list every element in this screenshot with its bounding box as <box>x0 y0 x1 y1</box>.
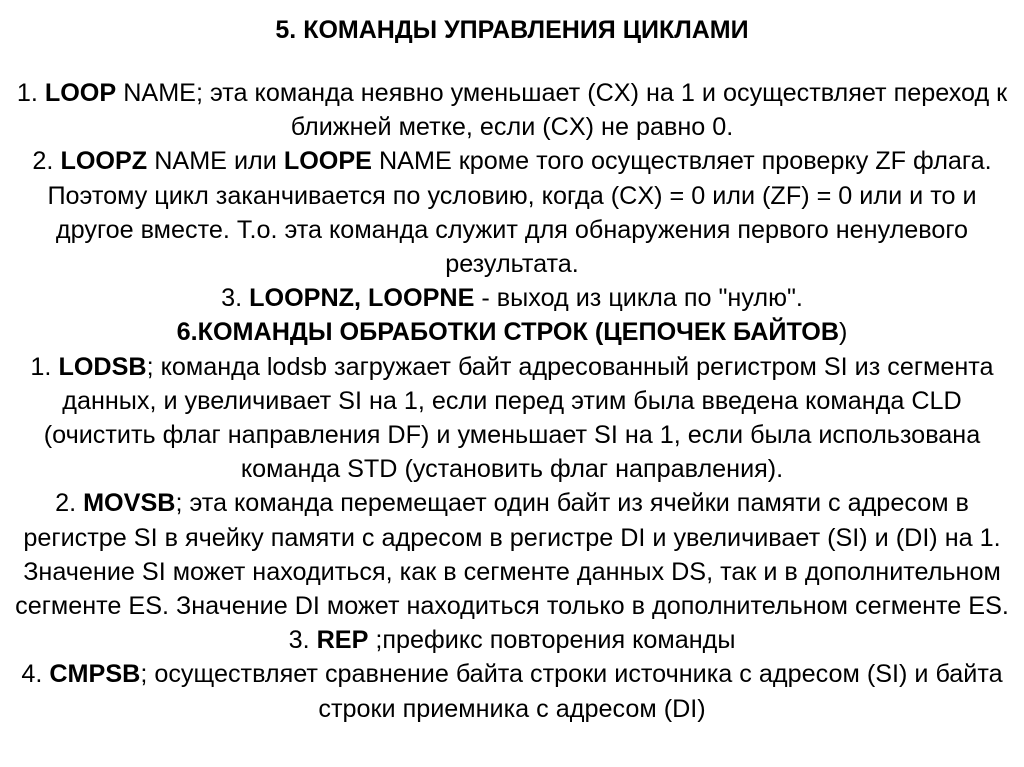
lodsb-description: ; команда lodsb загружает байт адресованный регистром SI из сегмента данных, и увеличивает SI на 1, если перед этим была введена команда CLD (очистить флаг направления DF) и уменьшает SI на 1, если была использована команда STD (установить флаг направления). <box>43 352 994 484</box>
lodsb-keyword: LODSB <box>58 352 147 381</box>
section-6-title: 6.КОМАНДЫ ОБРАБОТКИ СТРОК (ЦЕПОЧЕК БАЙТОВ <box>176 318 840 347</box>
loop-number: 1. <box>16 79 45 107</box>
lodsb-number: 1. <box>30 352 59 381</box>
loopz-number: 2. <box>32 147 61 176</box>
loopnz-number: 3. <box>221 284 250 313</box>
slide-body <box>14 76 1010 726</box>
cmpsb-number: 4. <box>21 660 50 689</box>
rep-number: 3. <box>288 626 317 655</box>
rep-keyword: REP <box>316 626 369 655</box>
rep-description: ;префикс повторения команды <box>368 626 736 655</box>
cmpsb-keyword: CMPSB <box>49 660 141 689</box>
movsb-paragraph <box>14 486 1010 623</box>
cmpsb-description: ; осуществляет сравнение байта строки источника с адресом (SI) и байта строки приемника с адресом (DI) <box>140 660 1003 723</box>
section-6-heading <box>14 315 1010 349</box>
lodsb-paragraph <box>14 350 1010 487</box>
loope-keyword: LOOPE <box>283 147 372 176</box>
loopz-paragraph <box>14 144 1010 281</box>
movsb-description: ; эта команда перемещает один байт из ячейки памяти с адресом в регистре SI в ячейку памяти с адресом в регистре DI и увеличивает (SI) и (DI) на 1. Значение SI может находиться, как в сегменте данных DS, так и в дополнительном сегменте ES. Значение DI может находиться только в дополнительном сегменте ES. <box>15 489 1009 621</box>
section-6-paren: ) <box>839 318 848 347</box>
movsb-keyword: MOVSB <box>83 489 176 518</box>
rep-paragraph <box>14 623 1010 657</box>
loop-paragraph <box>14 76 1010 144</box>
slide-title: 5. КОМАНДЫ УПРАВЛЕНИЯ ЦИКЛАМИ <box>275 16 749 44</box>
loop-description: NAME; эта команда неявно уменьшает (CX) на 1 и осуществляет переход к ближней метке, если (CX) не равно 0. <box>116 79 1008 142</box>
loopnz-keyword: LOOPNZ, LOOPNE <box>249 284 475 313</box>
movsb-number: 2. <box>55 489 84 518</box>
loopnz-paragraph <box>14 281 1010 315</box>
loopz-connector: NAME или <box>147 147 284 176</box>
loopz-description: NAME кроме того осуществляет проверку ZF флага. Поэтому цикл заканчивается по условию, когда (CX) = 0 или (ZF) = 0 или и то и другое вместе. Т.о. эта команда служит для обнаружения первого ненулевого результата. <box>47 147 992 279</box>
title-spacer <box>14 47 1010 76</box>
loopnz-description: - выход из цикла по "нулю". <box>474 284 803 313</box>
loop-keyword: LOOP <box>44 79 117 107</box>
cmpsb-paragraph <box>14 657 1010 725</box>
loopz-keyword: LOOPZ <box>60 147 148 176</box>
